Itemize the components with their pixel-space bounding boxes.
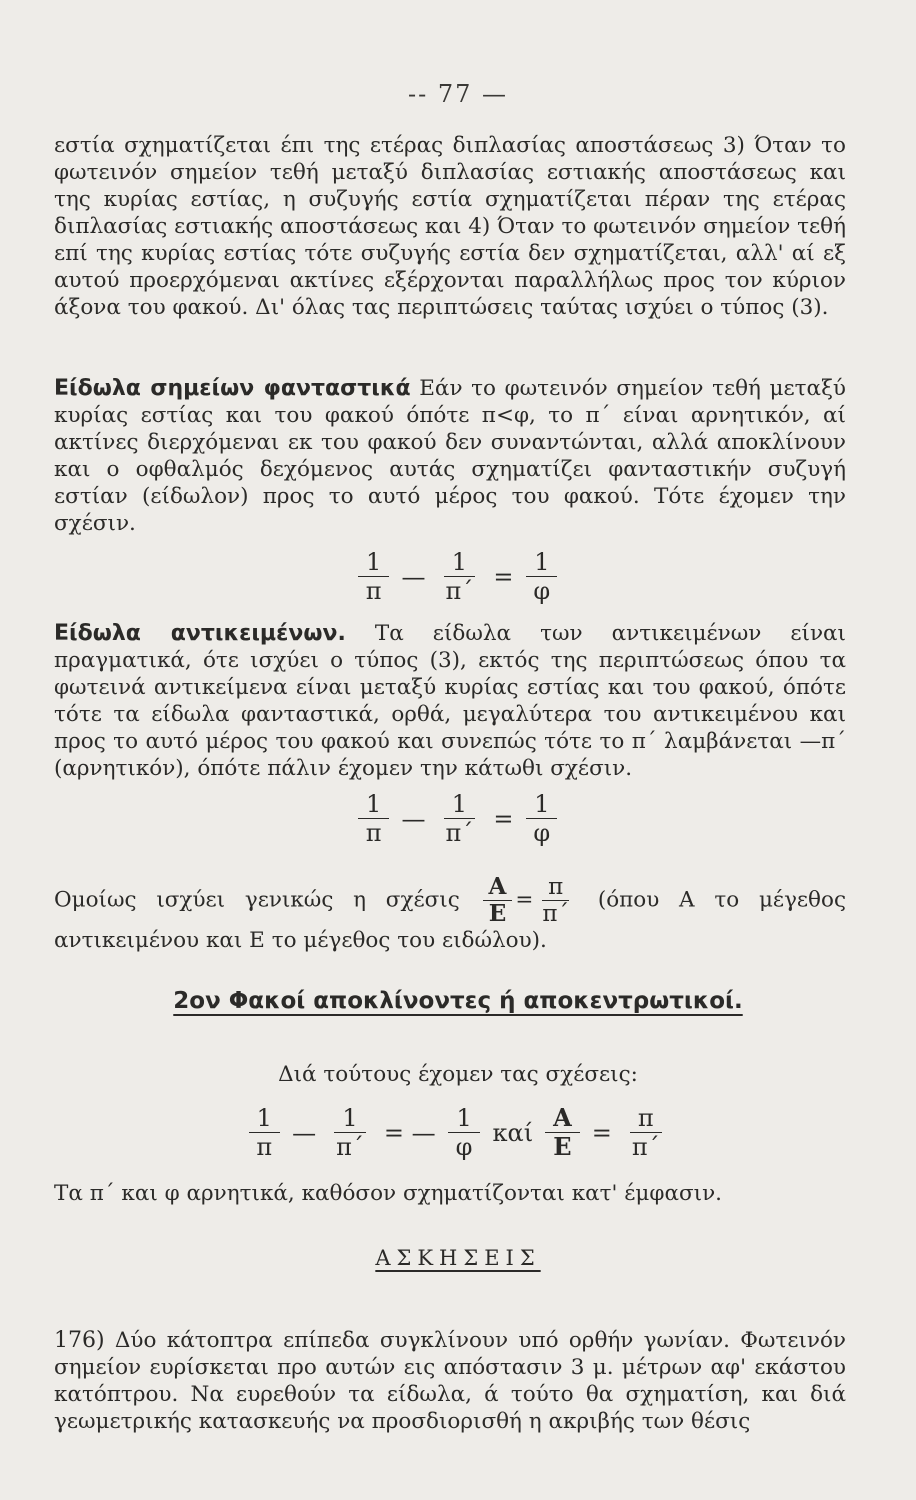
numerator: 1 xyxy=(444,790,475,819)
fraction xyxy=(358,548,390,605)
denominator: π xyxy=(365,577,382,605)
denominator: φ xyxy=(533,577,551,605)
operator: = xyxy=(493,562,514,591)
numerator: Α xyxy=(483,874,513,901)
denominator: π΄ xyxy=(336,1133,364,1161)
magnification-text-after: (όπου Α το μέγεθος αντικειμένου και Ε το μέγεθος του ειδώλου). xyxy=(54,887,846,953)
denominator: Ε xyxy=(488,900,507,927)
denominator: π΄ xyxy=(445,819,474,847)
fraction xyxy=(545,1104,580,1161)
operator: = — xyxy=(383,1118,436,1147)
fraction xyxy=(438,790,482,847)
operator: = xyxy=(591,1118,612,1147)
formula-objects xyxy=(0,790,916,847)
numerator: 1 xyxy=(526,790,557,819)
paragraph-object-images xyxy=(54,620,846,782)
numerator: π xyxy=(542,874,569,901)
numerator: 1 xyxy=(334,1104,365,1133)
denominator: π΄ xyxy=(631,1133,660,1161)
intro-relations: Διά τούτους έχομεν τας σχέσεις: xyxy=(278,1062,638,1087)
conjunction: καί xyxy=(492,1118,534,1147)
fraction xyxy=(438,548,482,605)
numerator: Α xyxy=(545,1104,580,1133)
numerator: π xyxy=(630,1104,662,1133)
fraction xyxy=(248,1104,280,1161)
fraction xyxy=(328,1104,372,1161)
denominator: Ε xyxy=(553,1132,572,1161)
fraction xyxy=(358,790,390,847)
magnification-text-before: Ομοίως ισχύει γενικώς η σχέσις xyxy=(54,887,460,913)
denominator: π΄ xyxy=(445,577,474,605)
numerator: 1 xyxy=(249,1104,280,1133)
fraction xyxy=(536,874,575,927)
paragraph-virtual-images xyxy=(54,375,846,537)
denominator: π΄ xyxy=(542,901,570,927)
numerator: 1 xyxy=(358,790,389,819)
denominator: φ xyxy=(455,1133,473,1161)
section-lead-objects: Είδωλα αντικειμένων. xyxy=(54,621,346,646)
page-number: -- 77 — xyxy=(407,80,508,108)
denominator: π xyxy=(365,819,382,847)
fraction xyxy=(525,548,558,605)
denominator: φ xyxy=(533,819,551,847)
formula-diverging xyxy=(0,1104,916,1161)
heading-text: 2ον Φακοί αποκλίνοντες ή αποκεντρωτικοί. xyxy=(173,988,743,1014)
paragraph-lens-cases: εστία σχηματίζεται έπι της ετέρας διπλασίας αποστάσεως 3) Όταν το φωτεινόν σημείον τεθή μεταξύ διπλασίας εστιακής αποστάσεως και της κυρίας εστίας, η συζυγής εστία σχηματίζεται πέραν της ετέρας διπλασίας εστιακής αποστάσεως και 4) Όταν το φωτεινόν σημείον τεθή επί της κυρίας εστίας τότε συζυγής εστία δεν σχηματίζεται, αλλ' αί εξ αυτού προερχόμεναι ακτίνες εξέρχονται παραλλήλως προς τον κύριον άξονα του φακού. Δι' όλας τας περιπτώσεις ταύτας ισχύει ο τύπος (3). xyxy=(54,133,846,320)
numerator: 1 xyxy=(358,548,389,577)
numerator: 1 xyxy=(448,1104,479,1133)
section-text-virtual: Εάν το φωτεινόν σημείον τεθή μεταξύ κυρίας εστίας και του φακού όπότε π<φ, το π΄ είναι αρνητικόν, αί ακτίνες διερχόμεναι εκ του φακού δεν συναντώνται, αλλά αποκλίνουν και ο οφθαλμός δεχόμενος αυτάς σχηματίζει φανταστικήν συζυγή εστίαν (είδωλον) προς το αυτό μέρος του φακού. Τότε έχομεν την σχέσιν. xyxy=(54,376,846,536)
paragraph-magnification xyxy=(54,874,846,954)
operator: = xyxy=(515,887,534,913)
paragraph-negative-values: Τα π΄ και φ αρνητικά, καθόσον σχηματίζονται κατ' έμφασιν. xyxy=(54,1181,722,1206)
operator: — xyxy=(292,1118,317,1147)
fraction xyxy=(483,874,513,927)
numerator: 1 xyxy=(444,548,475,577)
formula-virtual xyxy=(0,548,916,605)
operator: — xyxy=(401,804,426,833)
section-lead-virtual: Είδωλα σημείων φανταστικά xyxy=(54,376,411,401)
fraction xyxy=(624,1104,668,1161)
denominator: π xyxy=(256,1133,273,1161)
exercises-title xyxy=(0,1246,916,1270)
exercise-text: Δύο κάτοπτρα επίπεδα συγκλίνουν υπό ορθήν γωνίαν. Φωτεινόν σημείον ευρίσκεται προ αυτών εις απόστασιν 3 μ. μέτρων αφ' εκάστου κατόπτρου. Να ευρεθούν τα είδωλα, ά τούτο θα σχηματίση, και διά γεωμετρικής κατασκευής να προσδιορισθή η ακριβής των θέσις xyxy=(54,1328,846,1434)
operator: — xyxy=(401,562,426,591)
section-text-objects: Τα είδωλα των αντικειμένων είναι πραγματικά, ότε ισχύει ο τύπος (3), εκτός της περιπτώσεως όπου τα φωτεινά αντικείμενα είναι μεταξύ κυρίας εστίας και του φακού, όπότε τότε τα είδωλα φανταστικά, ορθά, μεγαλύτερα του αντικειμένου και προς το αυτό μέρος του φακού και συνεπώς τότε το π΄ λαμβάνεται —π΄ (αρνητικόν), όπότε πάλιν έχομεν την κάτωθι σχέσιν. xyxy=(54,621,846,781)
fraction xyxy=(525,790,558,847)
numerator: 1 xyxy=(526,548,557,577)
exercise-number: 176) xyxy=(54,1328,105,1353)
section-heading-diverging-lenses xyxy=(0,988,916,1014)
fraction xyxy=(448,1104,481,1161)
exercise-176 xyxy=(54,1327,846,1435)
operator: = xyxy=(493,804,514,833)
exercises-title-text: ΑΣΚΗΣΕΙΣ xyxy=(375,1246,541,1270)
